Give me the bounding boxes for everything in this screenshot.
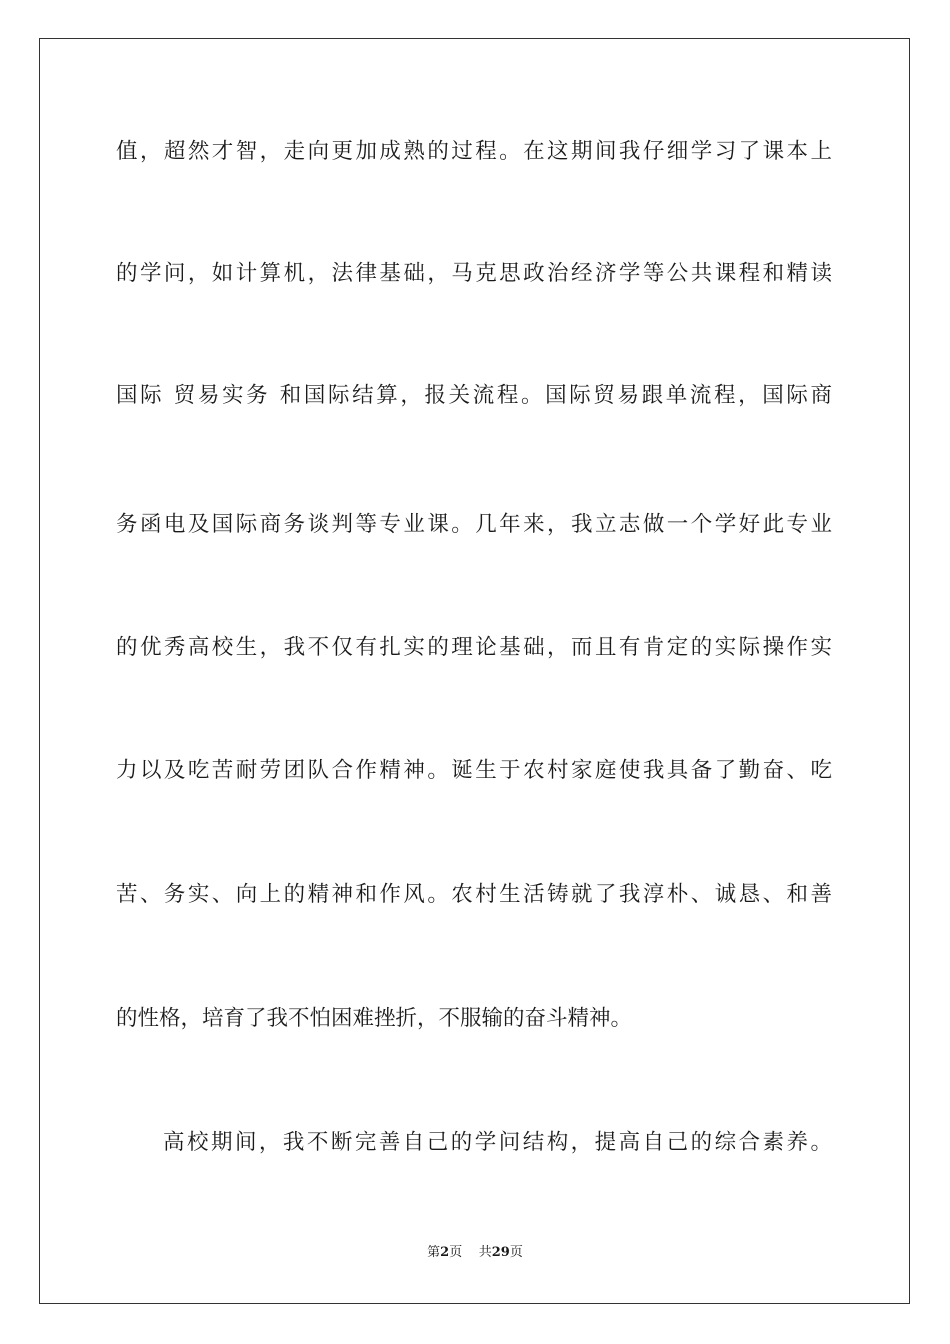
footer-total-prefix: 共: [478, 1245, 492, 1260]
footer-page-suffix: 页: [449, 1245, 463, 1260]
footer-total-suffix: 页: [509, 1245, 523, 1260]
body-text-line-8: 的性格，培育了我不怕困难挫折，不服输的奋斗精神。: [116, 1006, 633, 1031]
body-text-line-5: 的优秀高校生，我不仅有扎实的理论基础，而且有肯定的实际操作实: [116, 635, 832, 660]
body-text-line-3: 国际 贸易实务 和国际结算，报关流程。国际贸易跟单流程，国际商: [116, 383, 832, 408]
body-text-line-1: 值，超然才智，走向更加成熟的过程。在这期间我仔细学习了课本上: [116, 139, 832, 164]
page-border: [39, 38, 910, 1304]
body-text-line-9: 高校期间，我不断完善自己的学问结构，提高自己的综合素养。: [163, 1130, 832, 1155]
body-text-line-6: 力以及吃苦耐劳团队合作精神。诞生于农村家庭使我具备了勤奋、吃: [116, 758, 832, 783]
body-text-line-2: 的学问，如计算机，法律基础，马克思政治经济学等公共课程和精读: [116, 261, 832, 286]
body-text-line-7: 苦、务实、向上的精神和作风。农村生活铸就了我淳朴、诚恳、和善: [116, 882, 832, 907]
body-text-line-4: 务函电及国际商务谈判等专业课。几年来，我立志做一个学好此专业: [116, 512, 832, 537]
footer-page-prefix: 第: [427, 1245, 441, 1260]
footer-page-total: 29: [491, 1245, 510, 1260]
page-footer: [0, 1244, 950, 1262]
footer-page-current: 2: [440, 1245, 450, 1260]
